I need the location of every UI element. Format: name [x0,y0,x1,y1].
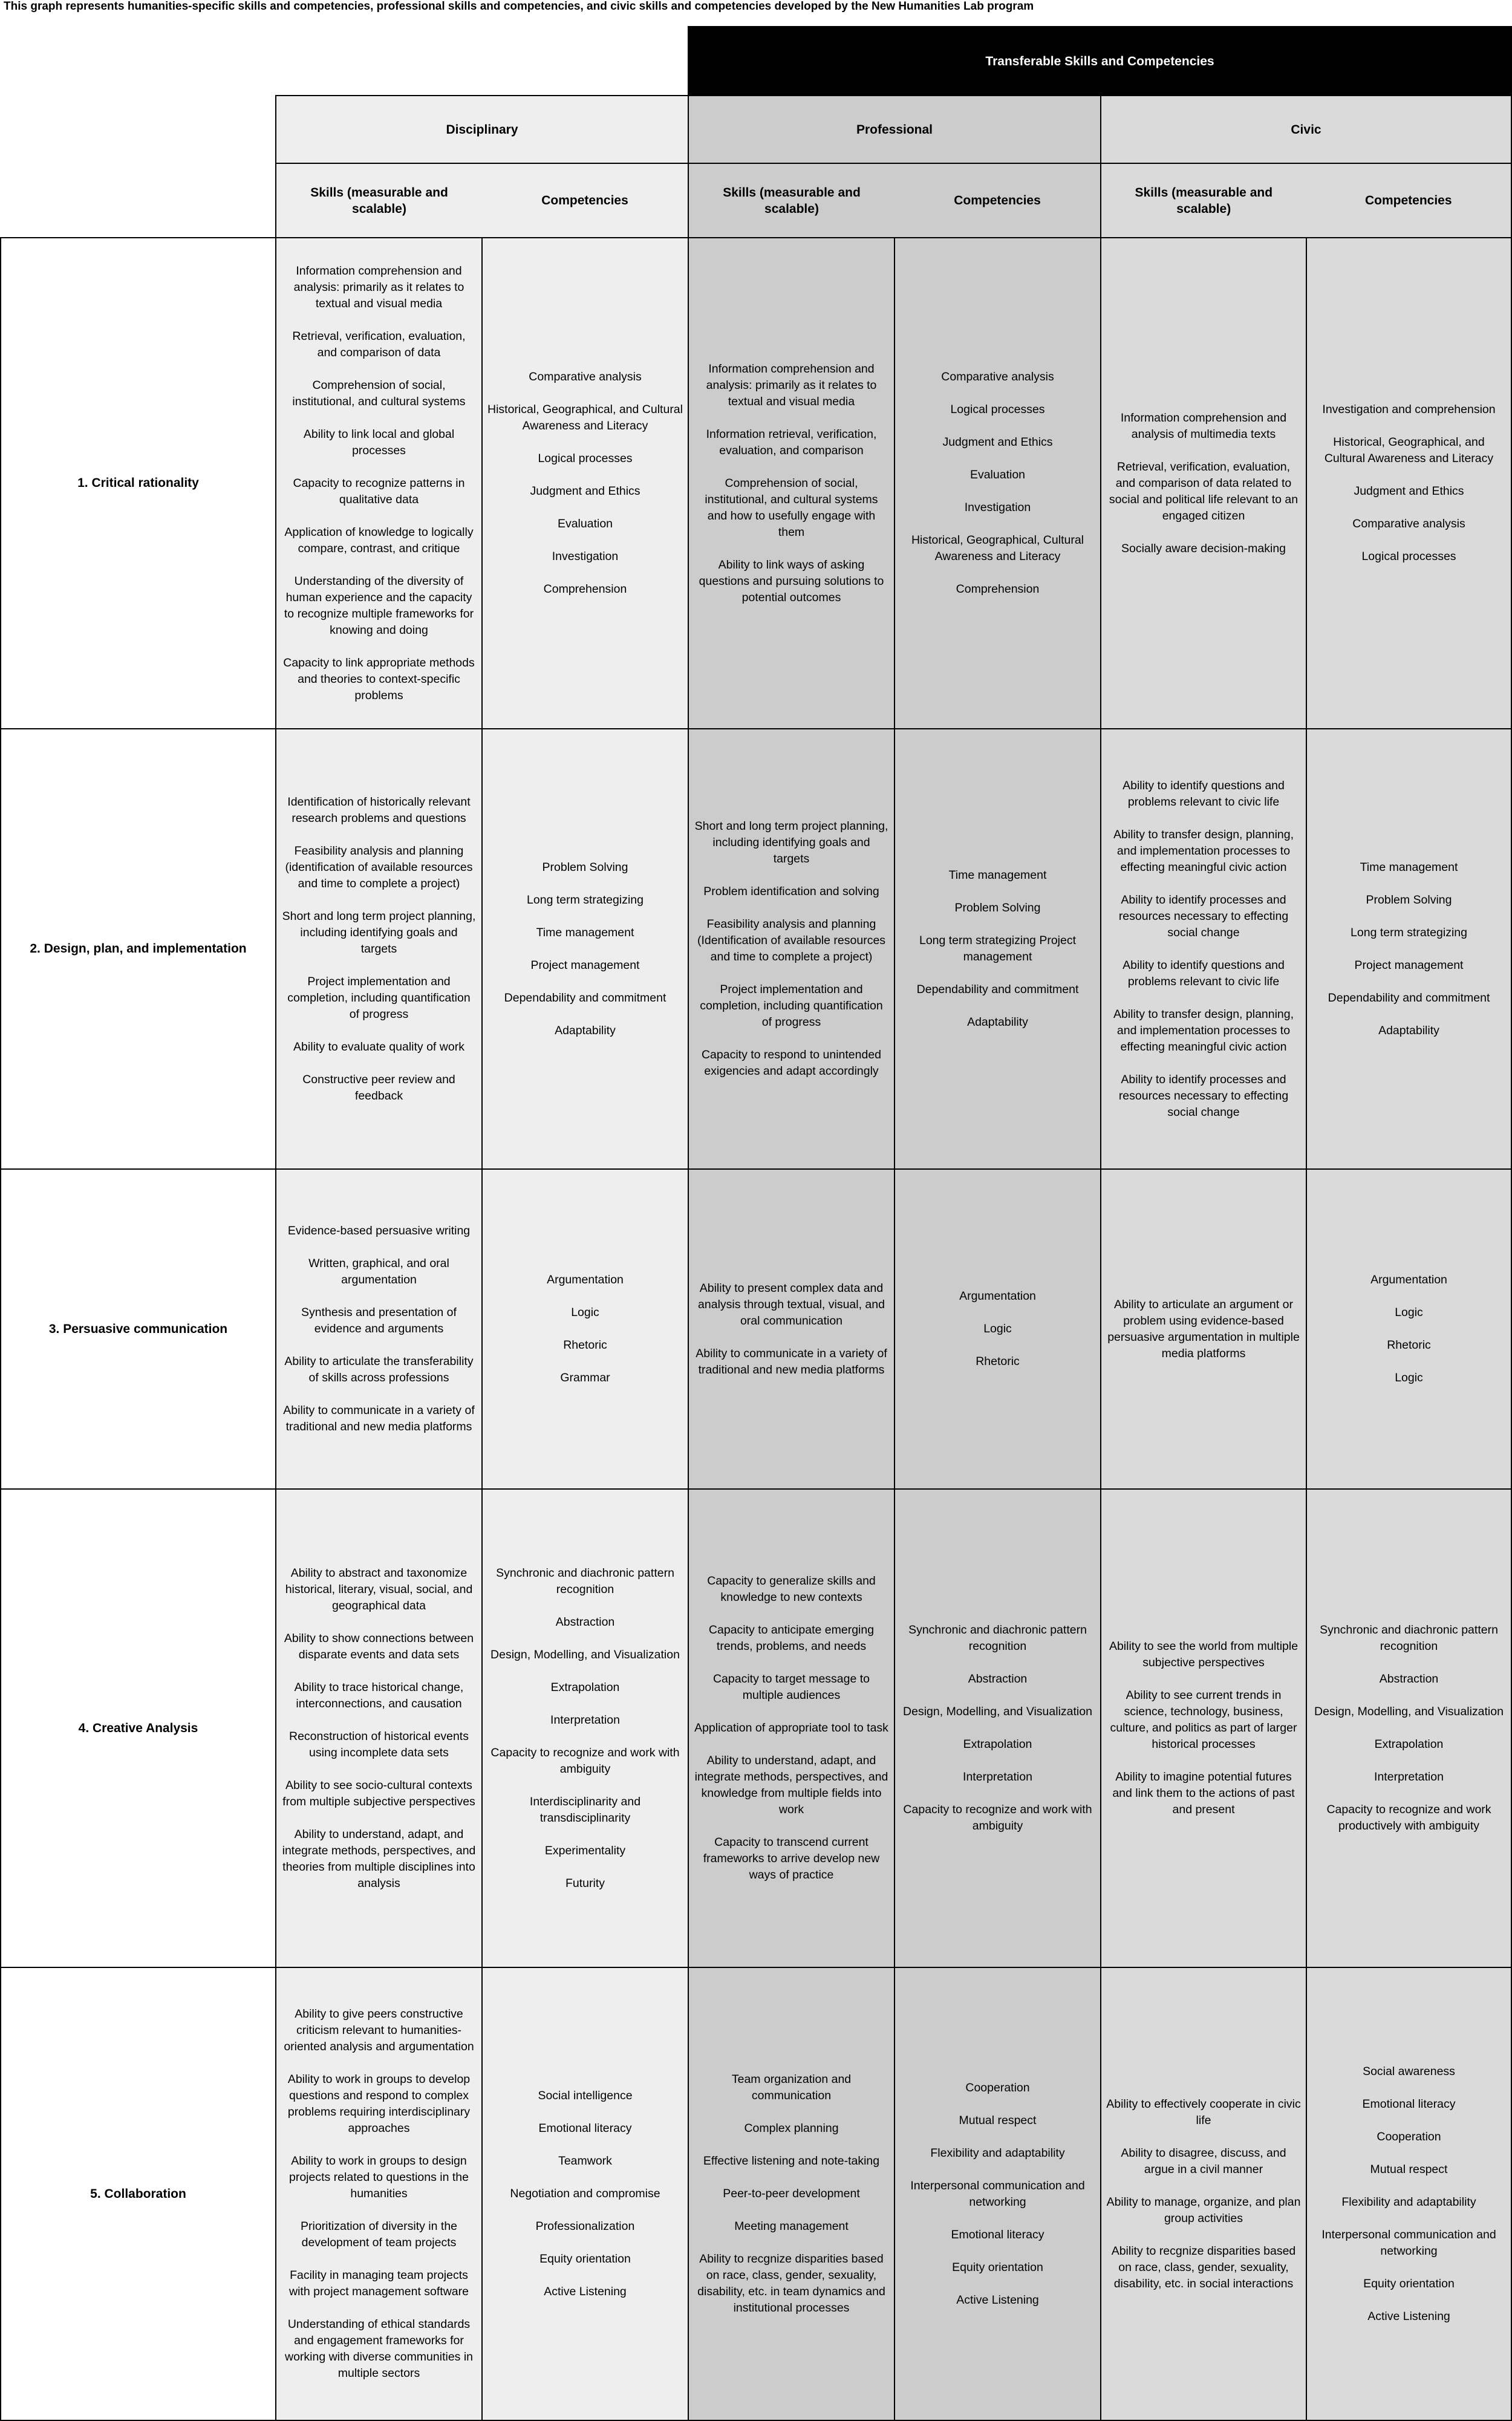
cell-item: Rhetoric [976,1355,1020,1368]
disciplinary-skills-cell [275,1967,483,2421]
civic-competencies-cell [1306,1488,1512,1968]
cell-item: Logical processes [538,452,633,465]
cell-item: Ability to link local and global processes [303,427,455,457]
cell-item: Teamwork [558,2154,612,2168]
disciplinary-competencies-cell [481,1967,689,2421]
row-label: 3. Persuasive communication [0,1168,276,1490]
transferable-skills-header [688,26,1512,96]
cell-item: Capacity to transcend current frameworks to arrive develop new ways of practice [703,1836,880,1882]
cell-item: Emotional literacy [538,2122,632,2135]
cell-item: Problem identification and solving [703,885,879,898]
civic-skills-cell [1100,1967,1307,2421]
cell-item: Information comprehension and analysis: primarily as it relates to textual and visual media [706,362,877,408]
disciplinary-competencies-cell [481,1168,689,1490]
cell-item: Investigation [964,501,1031,514]
cell-item: Meeting management [734,2220,849,2233]
cell-item: Socially aware decision-making [1121,541,1286,555]
cell-item: Project implementation and completion, including quantification of progress [287,974,471,1021]
cell-item: Dependability and commitment [916,983,1079,996]
civic-competencies-header: Competencies [1364,194,1452,207]
cell-item: Ability to recgnize disparities based on race, class, gender, sexuality, disability, etc. in social interactions [1111,2244,1296,2290]
cell-item: Grammar [560,1371,610,1384]
cell-item: Ability to articulate the transferability of skills across professions [284,1355,474,1384]
cell-item: Ability to see current trends in science, technology, business, culture, and politics as part of larger historical processes [1110,1689,1297,1751]
cell-item: Ability to identify questions and problems relevant to civic life [1123,958,1285,988]
cell-item: Ability to communicate in a variety of traditional and new media platforms [283,1404,475,1433]
cell-item: Social intelligence [538,2089,633,2102]
cell-item: Logic [1395,1306,1423,1319]
cell-item: Comparative analysis [1352,517,1465,530]
cell-item: Short and long term project planning, including identifying goals and targets [282,909,476,956]
cell-item: Synchronic and diachronic pattern recognition [908,1623,1087,1653]
disciplinary-header [275,95,689,164]
cell-item: Historical, Geographical, Cultural Awareness and Literacy [911,533,1084,563]
cell-item: Comprehension [543,582,627,596]
cell-item: Negotiation and compromise [510,2187,660,2200]
cell-item: Professionalization [535,2220,635,2233]
disciplinary-skills-header: Skills (measurable and scalable) [310,185,448,216]
professional-skills-header: Skills (measurable and scalable) [723,185,861,216]
professional-header-label: Professional [856,122,933,137]
professional-competencies-cell [894,728,1101,1170]
cell-item: Cooperation [1377,2129,1441,2143]
cell-item: Effective listening and note-taking [703,2154,880,2168]
cell-item: Ability to trace historical change, interconnections, and causation [294,1680,464,1710]
cell-item: Logic [983,1322,1012,1335]
cell-item: Problem Solving [1366,893,1452,907]
cell-item: Ability to communicate in a variety of traditional and new media platforms [696,1346,887,1377]
cell-item: Ability to work in groups to design projects related to questions in the humanities [288,2154,469,2200]
professional-competencies-cell [894,1967,1101,2421]
professional-subheader [688,163,1101,238]
cell-item: Argumentation [547,1273,624,1286]
cell-item: Ability to disagree, discuss, and argue in a civil manner [1121,2146,1286,2176]
cell-item: Abstraction [555,1615,615,1629]
transferable-skills-header-label: Transferable Skills and Competencies [985,54,1214,68]
civic-subheader [1100,163,1512,238]
cell-item: Extrapolation [1374,1738,1444,1751]
cell-item: Judgment and Ethics [530,484,640,498]
civic-competencies-cell [1306,1168,1512,1490]
cell-item: Feasibility analysis and planning (Identification of available resources and time to complete a project) [697,917,886,963]
cell-item: Experimentality [544,1843,626,1857]
cell-item: Time management [536,925,634,939]
civic-competencies-cell [1306,1967,1512,2421]
professional-skills-cell [688,1488,895,1968]
cell-item: Evidence-based persuasive writing [287,1224,471,1237]
cell-item: Ability to see the world from multiple subjective perspectives [1109,1640,1299,1669]
cell-item: Project management [1354,958,1464,972]
professional-competencies-cell [894,1168,1101,1490]
cell-item: Extrapolation [550,1680,620,1694]
cell-item: Ability to present complex data and analysis through textual, visual, and oral communication [698,1281,885,1328]
cell-item: Social awareness [1363,2064,1455,2078]
cell-item: Synchronic and diachronic pattern recognition [1320,1623,1498,1653]
row-label: 4. Creative Analysis [0,1488,276,1968]
cell-item: Interpersonal communication and networking [1321,2227,1496,2258]
cell-item: Capacity to recognize and work with ambiguity [903,1803,1092,1833]
cell-item: Understanding of ethical standards and engagement frameworks for working with diverse communities in multiple sectors [284,2318,474,2380]
cell-item: Ability to understand, adapt, and integrate methods, perspectives, and theories from multiple disciplines into analysis [282,1827,476,1890]
professional-competencies-cell [894,237,1101,729]
disciplinary-header-label: Disciplinary [446,122,518,137]
cell-item: Active Listening [1367,2309,1450,2323]
cell-item: Understanding of the diversity of human experience and the capacity to recognize multiple frameworks for knowing and doing [284,574,474,637]
civic-competencies-cell [1306,237,1512,729]
row-label: 5. Collaboration [0,1967,276,2421]
cell-item: Abstraction [1379,1672,1439,1686]
cell-item: Active Listening [956,2293,1039,2307]
cell-item: Ability to work in groups to develop questions and respond to complex problems requiring interdisciplinary approaches [287,2073,471,2135]
cell-item: Mutual respect [1370,2162,1448,2176]
disciplinary-competencies-cell [481,237,689,729]
cell-item: Retrieval, verification, evaluation, and comparison of data related to social and political life relevant to an engaged citizen [1109,460,1299,523]
cell-item: Prioritization of diversity in the development of team projects [300,2220,458,2249]
cell-item: Ability to see socio-cultural contexts from multiple subjective perspectives [282,1778,475,1808]
cell-item: Ability to give peers constructive criticism relevant to humanities-oriented analysis and argumentation [284,2007,474,2053]
cell-item: Synthesis and presentation of evidence and arguments [301,1306,457,1335]
cell-item: Interpretation [963,1770,1032,1784]
cell-item: Comparative analysis [529,370,642,383]
cell-item: Logical processes [950,403,1045,416]
cell-item: Ability to identify processes and resources necessary to effecting social change [1118,893,1289,939]
cell-item: Futurity [565,1876,605,1890]
cell-item: Mutual respect [959,2113,1037,2127]
civic-skills-header: Skills (measurable and scalable) [1135,185,1273,216]
cell-item: Design, Modelling, and Visualization [1314,1705,1504,1718]
cell-item: Long term strategizing [1351,925,1467,939]
cell-item: Time management [1360,860,1458,874]
cell-item: Ability to show connections between disparate events and data sets [284,1631,474,1661]
cell-item: Capacity to link appropriate methods and theories to context-specific problems [283,656,475,702]
civic-skills-cell [1100,728,1307,1170]
cell-item: Active Listening [544,2285,627,2298]
cell-item: Facility in managing team projects with project management software [289,2269,469,2298]
cell-item: Interpretation [550,1713,620,1727]
cell-item: Dependability and commitment [504,991,666,1005]
cell-item: Feasibility analysis and planning (identification of available resources and time to complete a project) [285,844,473,890]
professional-header [688,95,1101,164]
cell-item: Peer-to-peer development [723,2187,860,2200]
cell-item: Historical, Geographical, and Cultural Awareness and Literacy [487,403,683,432]
cell-item: Capacity to recognize and work productively with ambiguity [1326,1803,1491,1833]
cell-item: Design, Modelling, and Visualization [490,1647,680,1661]
cell-item: Rhetoric [1387,1338,1431,1352]
cell-item: Information retrieval, verification, evaluation, and comparison [706,427,877,457]
cell-item: Ability to recgnize disparities based on race, class, gender, sexuality, disability, etc. in team dynamics and institutional processes [697,2252,885,2315]
cell-item: Adaptability [555,1023,616,1037]
cell-item: Interdisciplinarity and transdisciplinarity [529,1794,641,1825]
cell-item: Flexibility and adaptability [930,2146,1065,2160]
cell-item: Written, graphical, and oral argumentation [308,1257,449,1286]
cell-item: Investigation [552,550,619,563]
cell-item: Application of knowledge to logically compare, contrast, and critique [284,525,474,555]
cell-item: Team organization and communication [731,2073,852,2102]
civic-competencies-cell [1306,728,1512,1170]
cell-item: Argumentation [1370,1273,1447,1286]
professional-skills-cell [688,728,895,1170]
disciplinary-skills-cell [275,237,483,729]
row-label: 1. Critical rationality [0,237,276,729]
row-label: 2. Design, plan, and implementation [0,728,276,1170]
cell-item: Equity orientation [1363,2276,1455,2290]
civic-skills-cell [1100,1488,1307,1968]
cell-item: Evaluation [557,517,613,530]
professional-competencies-header: Competencies [954,194,1041,207]
cell-item: Adaptability [967,1015,1028,1029]
cell-item: Logic [571,1306,599,1319]
cell-item: Ability to identify questions and problems relevant to civic life [1123,778,1285,809]
cell-item: Argumentation [959,1289,1036,1303]
disciplinary-competencies-cell [481,728,689,1170]
cell-item: Capacity to anticipate emerging trends, problems, and needs [708,1623,875,1653]
cell-item: Capacity to target message to multiple audiences [712,1672,870,1702]
cell-item: Judgment and Ethics [1354,484,1464,498]
civic-skills-cell [1100,237,1307,729]
professional-skills-cell [688,237,895,729]
cell-item: Comprehension of social, institutional, and cultural systems [292,378,466,408]
document-title: This graph represents humanities-specific skills and competencies, professional skills and competencies, and civic skills and competencies developed by the New Humanities Lab program [4,0,1034,13]
cell-item: Cooperation [965,2080,1030,2094]
cell-item: Information comprehension and analysis: primarily as it relates to textual and visual media [293,264,464,310]
cell-item: Long term strategizing Project management [919,934,1077,963]
cell-item: Synchronic and diachronic pattern recognition [496,1566,674,1596]
professional-competencies-cell [894,1488,1101,1968]
cell-item: Adaptability [1378,1023,1439,1037]
cell-item: Capacity to generalize skills and knowledge to new contexts [707,1574,876,1604]
cell-item: Application of appropriate tool to task [694,1721,888,1735]
cell-item: Extrapolation [963,1738,1032,1751]
cell-item: Time management [948,868,1047,882]
cell-item: Comprehension [956,582,1040,596]
disciplinary-skills-cell [275,728,483,1170]
cell-item: Judgment and Ethics [942,435,1053,449]
cell-item: Comprehension of social, institutional, and cultural systems and how to usefully engage with them [705,476,878,539]
cell-item: Ability to link ways of asking questions and pursuing solutions to potential outcomes [699,558,884,604]
cell-item: Emotional literacy [951,2227,1044,2241]
cell-item: Short and long term project planning, including identifying goals and targets [694,819,888,865]
cell-item: Capacity to respond to unintended exigencies and adapt accordingly [701,1048,882,1078]
cell-item: Ability to evaluate quality of work [293,1040,464,1054]
cell-item: Reconstruction of historical events using incomplete data sets [289,1729,469,1759]
cell-item: Dependability and commitment [1328,991,1490,1005]
cell-item: Project implementation and completion, including quantification of progress [700,983,883,1029]
cell-item: Ability to transfer design, planning, and implementation processes to effecting meaningful civic action [1113,1007,1294,1054]
cell-item: Evaluation [969,468,1026,481]
cell-item: Identification of historically relevant research problems and questions [287,795,471,825]
cell-item: Project management [530,958,640,972]
cell-item: Problem Solving [954,901,1041,914]
cell-item: Constructive peer review and feedback [302,1072,455,1103]
cell-item: Long term strategizing [527,893,644,907]
cell-item: Equity orientation [539,2252,631,2266]
cell-item: Information comprehension and analysis of multimedia texts [1120,411,1287,441]
cell-item: Ability to effectively cooperate in civic life [1106,2097,1301,2127]
cell-item: Logic [1395,1371,1423,1384]
disciplinary-subheader [275,163,689,238]
cell-item: Ability to articulate an argument or problem using evidence-based persuasive argumentation in multiple media platforms [1107,1297,1300,1360]
cell-item: Logical processes [1361,550,1456,563]
cell-item: Flexibility and adaptability [1341,2195,1476,2209]
civic-header-label: Civic [1291,122,1321,137]
cell-item: Ability to imagine potential futures and link them to the actions of past and present [1112,1770,1295,1816]
professional-skills-cell [688,1168,895,1490]
cell-item: Rhetoric [563,1338,607,1352]
cell-item: Comparative analysis [941,370,1054,383]
cell-item: Capacity to recognize and work with ambiguity [490,1745,680,1776]
professional-skills-cell [688,1967,895,2421]
cell-item: Problem Solving [542,860,628,874]
cell-item: Emotional literacy [1362,2097,1456,2111]
disciplinary-competencies-header: Competencies [541,194,628,207]
disciplinary-skills-cell [275,1488,483,1968]
cell-item: Ability to transfer design, planning, and implementation processes to effecting meaningful civic action [1113,827,1294,874]
cell-item: Abstraction [968,1672,1028,1686]
cell-item: Capacity to recognize patterns in qualitative data [293,476,465,506]
cell-item: Interpretation [1374,1770,1444,1784]
cell-item: Ability to manage, organize, and plan group activities [1106,2195,1301,2225]
civic-skills-cell [1100,1168,1307,1490]
cell-item: Complex planning [744,2122,839,2135]
cell-item: Equity orientation [952,2260,1043,2274]
cell-item: Investigation and comprehension [1322,403,1496,416]
cell-item: Ability to understand, adapt, and integrate methods, perspectives, and knowledge from multiple fields into work [694,1754,888,1816]
cell-item: Interpersonal communication and networking [910,2178,1085,2209]
cell-item: Design, Modelling, and Visualization [903,1705,1092,1718]
cell-item: Historical, Geographical, and Cultural Awareness and Literacy [1324,435,1494,465]
cell-item: Retrieval, verification, evaluation, and comparison of data [292,329,466,359]
disciplinary-skills-cell [275,1168,483,1490]
cell-item: Ability to identify processes and resources necessary to effecting social change [1118,1072,1289,1119]
cell-item: Ability to abstract and taxonomize historical, literary, visual, social, and geographical data [285,1566,473,1612]
disciplinary-competencies-cell [481,1488,689,1968]
civic-header [1100,95,1512,164]
